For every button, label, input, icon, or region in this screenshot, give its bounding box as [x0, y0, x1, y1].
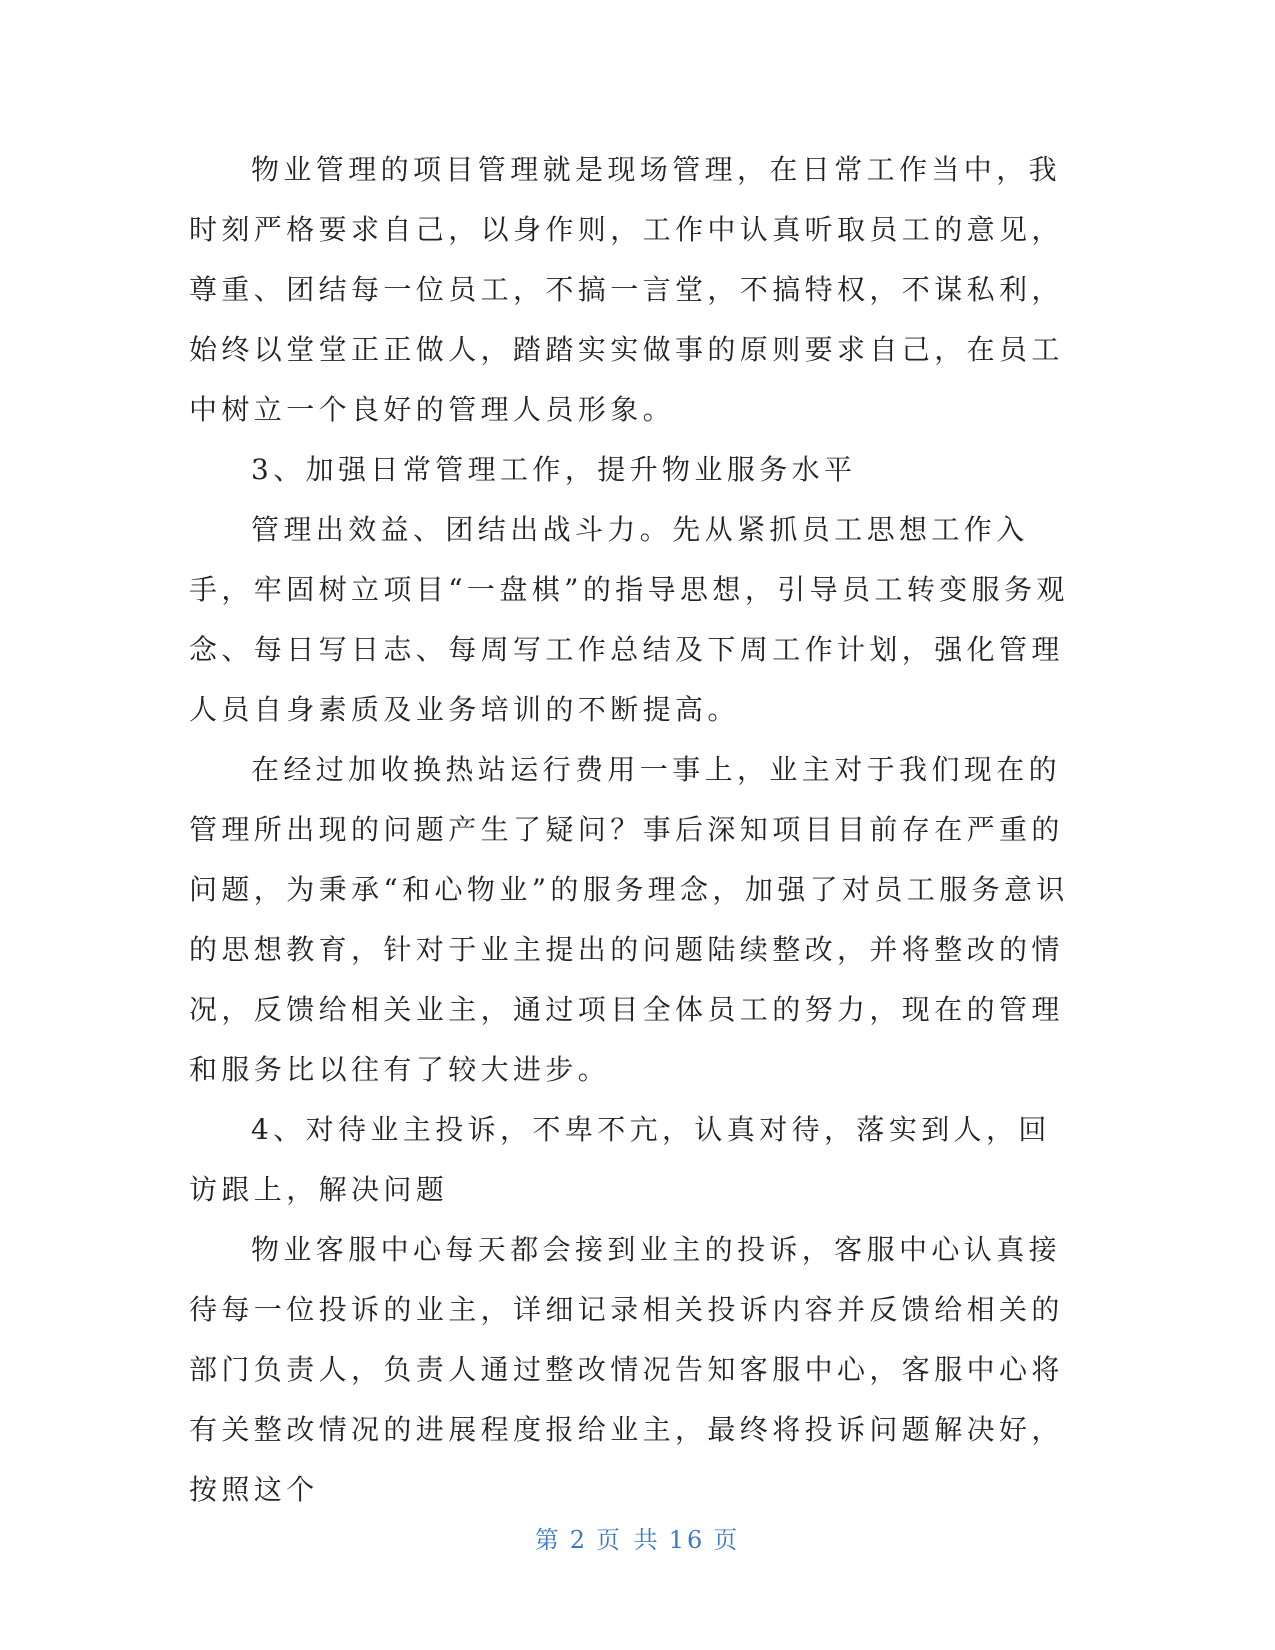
heading-daily-management: 3、加强日常管理工作，提升物业服务水平	[251, 453, 857, 486]
footer-current-page: 2	[569, 1526, 589, 1554]
footer-middle: 页 共	[596, 1526, 661, 1554]
paragraph-customer-service: 物业客服中心每天都会接到业主的投诉，客服中心认真接待每一位投诉的业主，详细记录相关投诉内容并反馈给相关的部门负责人，负责人通过整改情况告知客服中心，客服中心将有关整改情况的进展程度报给业主，最终将投诉问题解决好，按照这个	[189, 1233, 1064, 1506]
paragraph-project-management: 物业管理的项目管理就是现场管理，在日常工作当中，我时刻严格要求自己，以身作则，工作中认真听取员工的意见，尊重、团结每一位员工，不搞一言堂，不搞特权，不谋私利，始终以堂堂正正做人，踏踏实实做事的原则要求自己，在员工中树立一个良好的管理人员形象。	[189, 153, 1064, 426]
footer-suffix: 页	[713, 1526, 741, 1554]
page-footer	[0, 1520, 1275, 1555]
document-body	[189, 140, 1069, 1520]
footer-prefix: 第	[534, 1526, 562, 1554]
paragraph-management-benefits: 管理出效益、团结出战斗力。先从紧抓员工思想工作入手，牢固树立项目“一盘棋”的指导思想，引导员工转变服务观念、每日写日志、每周写工作总结及下周工作计划，强化管理人员自身素质及业务培训的不断提高。	[189, 513, 1069, 726]
heading-owner-complaints: 4、对待业主投诉，不卑不亢，认真对待，落实到人，回访跟上，解决问题	[189, 1113, 1051, 1206]
footer-total-pages: 16	[668, 1526, 706, 1554]
paragraph-heating-fee: 在经过加收换热站运行费用一事上，业主对于我们现在的管理所出现的问题产生了疑问？事后深知项目目前存在严重的问题，为秉承“和心物业”的服务理念，加强了对员工服务意识的思想教育，针对于业主提出的问题陆续整改，并将整改的情况，反馈给相关业主，通过项目全体员工的努力，现在的管理和服务比以往有了较大进步。	[189, 753, 1069, 1086]
